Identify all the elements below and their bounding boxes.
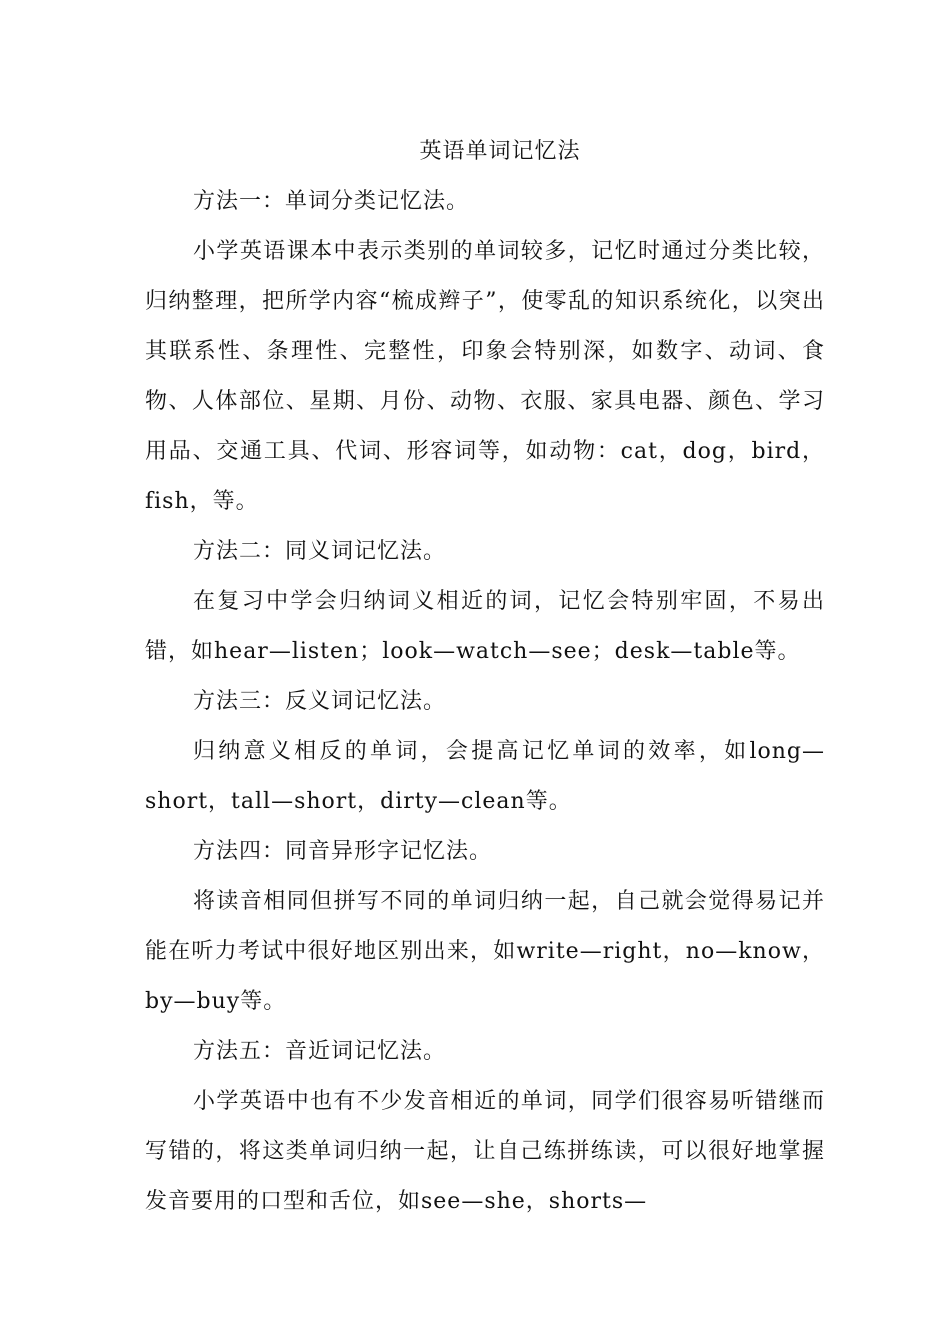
section-heading-5: 方法五：音近词记忆法。: [193, 1039, 447, 1064]
document-title: 英语单词记忆法: [419, 139, 581, 164]
section-heading-3: 方法三：反义词记忆法。: [193, 689, 447, 714]
section-body-4: 将读音相同但拼写不同的单词归纳一起，自己就会觉得易记并能在听力考试中很好地区别出来，如write—right，no—know，by—buy等。: [145, 889, 825, 1014]
section-body-3: 归纳意义相反的单词，会提高记忆单词的效率，如long—short，tall—short，dirty—clean等。: [145, 739, 825, 814]
section-body-1: 小学英语课本中表示类别的单词较多，记忆时通过分类比较，归纳整理，把所学内容“梳成辫子”，使零乱的知识系统化，以突出其联系性、条理性、完整性，印象会特别深，如数字、动词、食物、人体部位、星期、月份、动物、衣服、家具电器、颜色、学习用品、交通工具、代词、形容词等，如动物：cat，dog，bird，fish，等。: [145, 239, 825, 514]
document-content: [145, 127, 825, 1227]
section-heading-4: 方法四：同音异形字记忆法。: [193, 839, 493, 864]
section-body-2: 在复习中学会归纳词义相近的词，记忆会特别牢固，不易出错，如hear—listen；look—watch—see；desk—table等。: [145, 589, 825, 664]
section-heading-1: 方法一：单词分类记忆法。: [193, 189, 470, 214]
section-body-5: 小学英语中也有不少发音相近的单词，同学们很容易听错继而写错的，将这类单词归纳一起，让自己练拼练读，可以很好地掌握发音要用的口型和舌位，如see—she，shorts—: [145, 1089, 825, 1214]
section-heading-2: 方法二：同义词记忆法。: [193, 539, 447, 564]
